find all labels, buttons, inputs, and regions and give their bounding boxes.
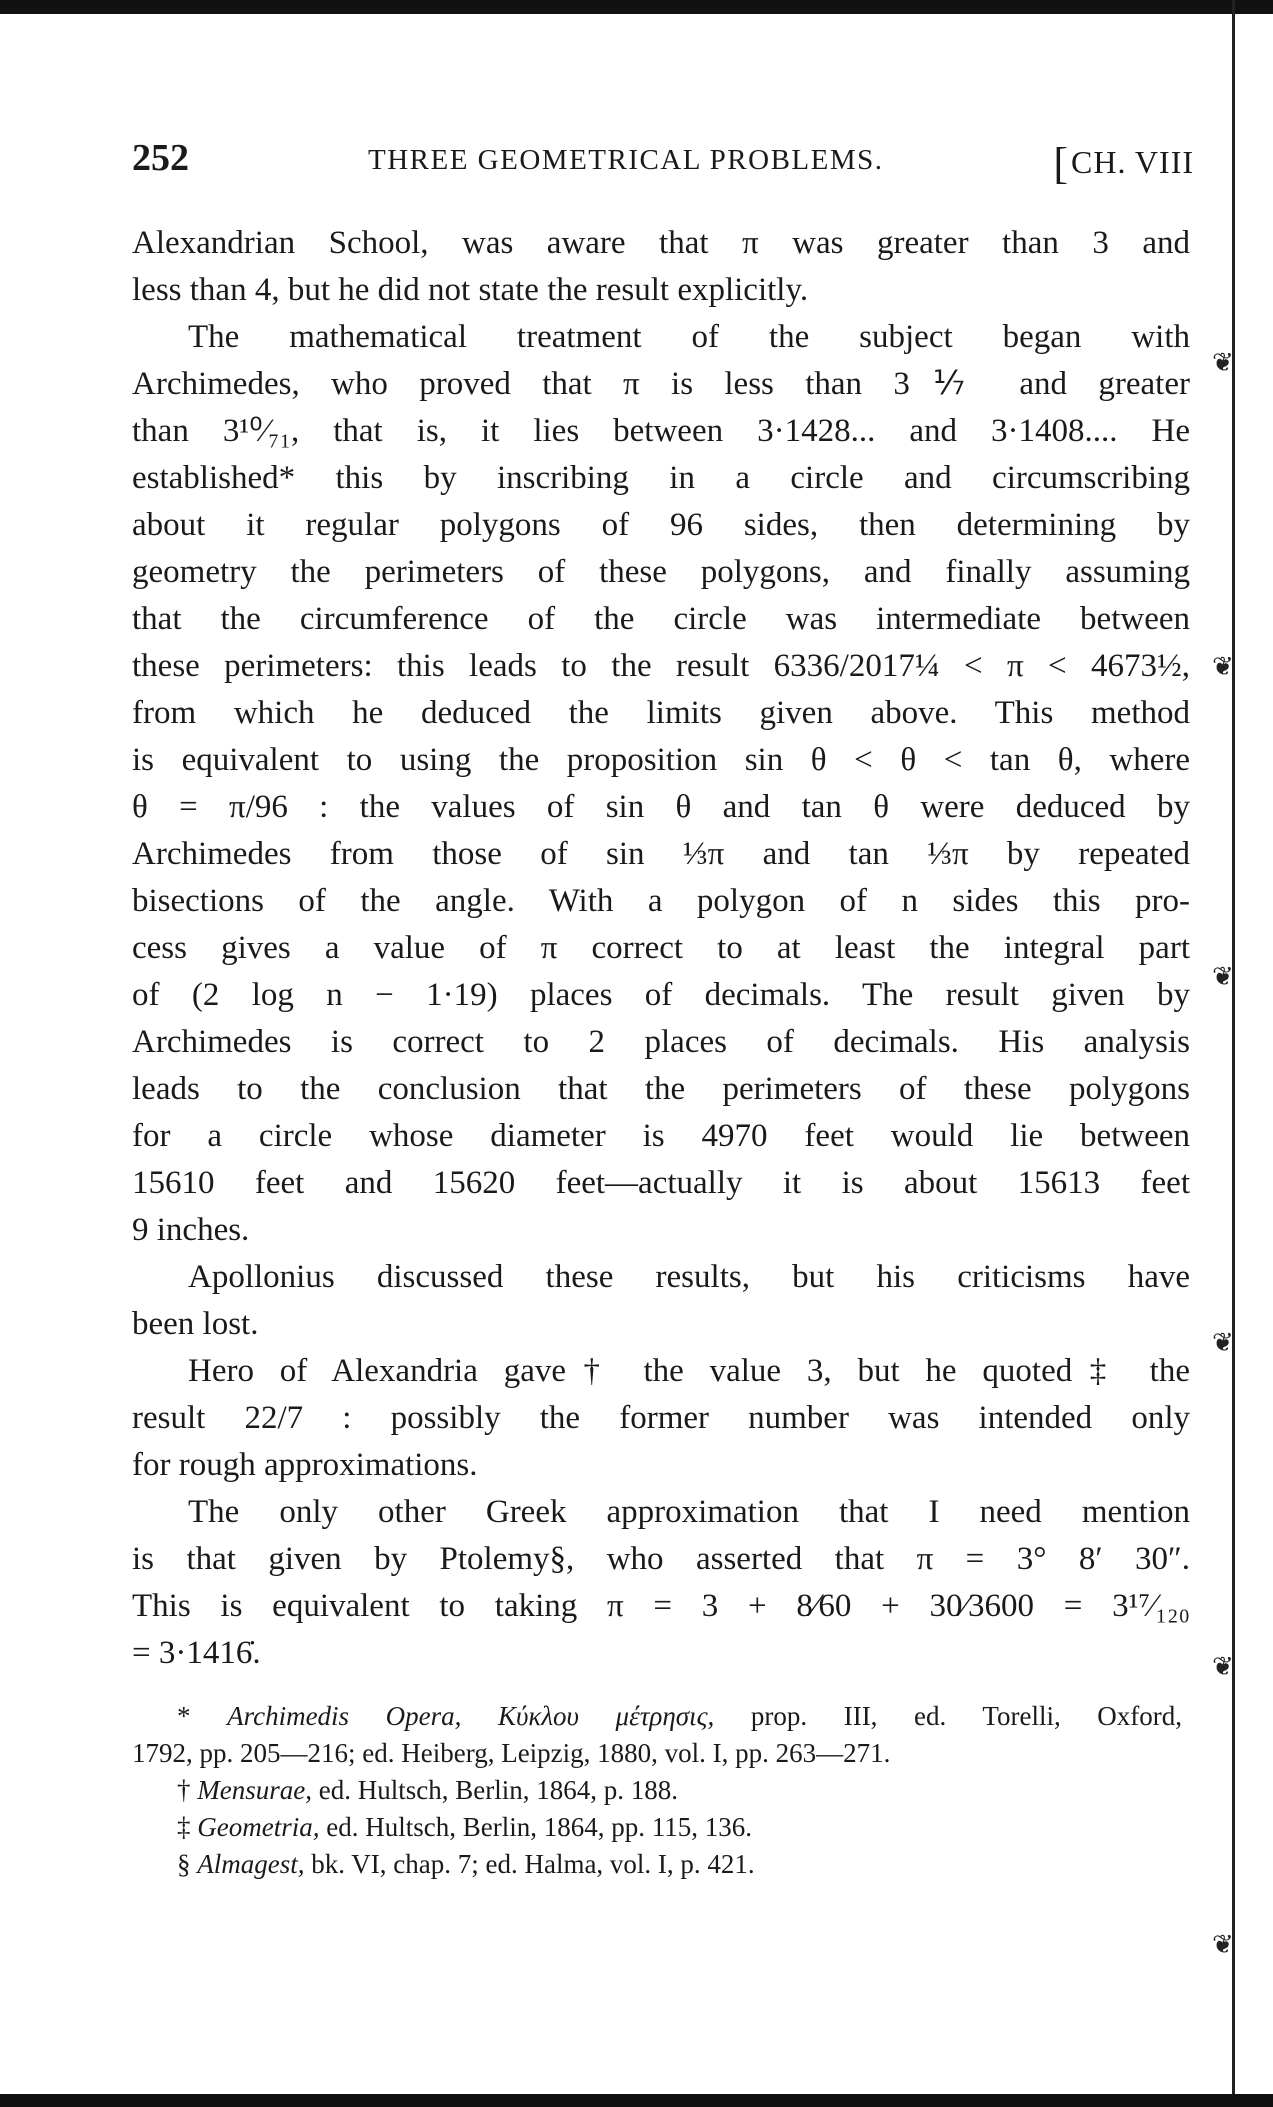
- text-line: cess gives a value of π correct to at least the integral part: [132, 930, 1190, 966]
- text-line: Hero of Alexandria gave† the value 3, but he quoted‡ the: [188, 1353, 1190, 1389]
- footnote-mensurae: [132, 1772, 1182, 1809]
- text-line: The only other Greek approximation that I need mention: [188, 1494, 1190, 1530]
- page-number: 252: [132, 137, 189, 179]
- text-line: less than 4, but he did not state the result explicitly.: [132, 272, 809, 308]
- text-line: from which he deduced the limits given above. This method: [132, 695, 1190, 731]
- footnote-text: bk. VI, chap. 7; ed. Halma, vol. I, p. 421.: [311, 1849, 755, 1879]
- footnote-archimedes-cont: 1792, pp. 205—216; ed. Heiberg, Leipzig, 1880, vol. I, pp. 263—271.: [132, 1738, 891, 1768]
- footnote-greek-title: Κύκλου μέτρησις,: [498, 1701, 715, 1731]
- text-line: been lost.: [132, 1306, 259, 1342]
- text-line: is that given by Ptolemy§, who asserted that π = 3° 8′ 30″.: [132, 1541, 1190, 1577]
- body-text: [132, 220, 1190, 1677]
- text-line: = 3·1416̇.: [132, 1635, 261, 1671]
- footnote-archimedes: [132, 1698, 1182, 1735]
- text-line: geometry the perimeters of these polygons, and finally assuming: [132, 554, 1190, 590]
- footnote-title: Geometria,: [197, 1812, 320, 1842]
- footnote-mark: ‡: [177, 1812, 191, 1842]
- text-line: 9 inches.: [132, 1212, 250, 1248]
- text-line: Archimedes, who proved that π is less than 3⅐ and greater: [132, 366, 1190, 402]
- spine-ornament-icon: ❦: [1212, 348, 1234, 378]
- text-line: θ = π/96 : the values of sin θ and tan θ were deduced by: [132, 789, 1190, 825]
- text-line: for a circle whose diameter is 4970 feet would lie between: [132, 1118, 1190, 1154]
- footnote-text: ed. Hultsch, Berlin, 1864, p. 188.: [318, 1775, 678, 1805]
- spine-ornament-icon: ❦: [1212, 962, 1234, 992]
- text-line: about it regular polygons of 96 sides, then determining by: [132, 507, 1190, 543]
- text-line: Alexandrian School, was aware that π was greater than 3 and: [132, 225, 1190, 261]
- text-line: that the circumference of the circle was intermediate between: [132, 601, 1190, 637]
- footnote-title: Mensurae,: [197, 1775, 312, 1805]
- footnote-almagest: [132, 1846, 1182, 1883]
- footnote-title: Archimedis Opera,: [227, 1701, 462, 1731]
- text-line: Archimedes from those of sin ⅓π and tan ⅓π by repeated: [132, 836, 1190, 872]
- spine-ornament-icon: ❦: [1212, 1328, 1234, 1358]
- text-line: bisections of the angle. With a polygon of n sides this pro-: [132, 883, 1190, 919]
- scan-bottom-border: [0, 2094, 1273, 2107]
- text-line: is equivalent to using the proposition sin θ < θ < tan θ, where: [132, 742, 1190, 778]
- footnote-mark: †: [177, 1775, 191, 1805]
- text-line: This is equivalent to taking π = 3 + 8⁄60 + 30⁄3600 = 3¹⁷⁄₁₂₀: [132, 1588, 1190, 1624]
- chapter-label: CH. VIII: [1071, 144, 1194, 180]
- footnote-text: ed. Hultsch, Berlin, 1864, pp. 115, 136.: [326, 1812, 752, 1842]
- chapter-reference: [1053, 138, 1194, 189]
- text-line: Apollonius discussed these results, but his criticisms have: [188, 1259, 1190, 1295]
- spine-ornament-icon: ❦: [1212, 1930, 1234, 1960]
- footnote-mark: §: [177, 1849, 191, 1879]
- text-line: these perimeters: this leads to the result 6336/2017¼ < π < 4673½,: [132, 648, 1190, 684]
- footnote-text: prop. III, ed. Torelli, Oxford,: [750, 1701, 1183, 1731]
- page-header: [132, 136, 1194, 188]
- footnote-geometria: [132, 1809, 1182, 1846]
- text-line: than 3¹⁰⁄₇₁, that is, it lies between 3·1428... and 3·1408.... He: [132, 413, 1190, 449]
- text-line: The mathematical treatment of the subject began with: [188, 319, 1190, 355]
- text-line: established* this by inscribing in a circle and circumscribing: [132, 460, 1190, 496]
- text-line: result 22/7 : possibly the former number was intended only: [132, 1400, 1190, 1436]
- spine-ornament-icon: ❦: [1212, 1652, 1234, 1682]
- text-line: Archimedes is correct to 2 places of decimals. His analysis: [132, 1024, 1190, 1060]
- footnotes: [132, 1698, 1182, 1883]
- spine-ornament-icon: ❦: [1212, 652, 1234, 682]
- text-line: 15610 feet and 15620 feet—actually it is about 15613 feet: [132, 1165, 1190, 1201]
- scan-top-border: [0, 0, 1273, 14]
- footnote-title: Almagest,: [197, 1849, 305, 1879]
- book-spine-edge: [1232, 0, 1235, 2107]
- chapter-bracket: [: [1053, 139, 1070, 188]
- running-title: THREE GEOMETRICAL PROBLEMS.: [368, 144, 884, 176]
- text-line: for rough approximations.: [132, 1447, 478, 1483]
- text-line: of (2 log n − 1·19) places of decimals. The result given by: [132, 977, 1190, 1013]
- footnote-mark: *: [177, 1701, 191, 1731]
- text-line: leads to the conclusion that the perimeters of these polygons: [132, 1071, 1190, 1107]
